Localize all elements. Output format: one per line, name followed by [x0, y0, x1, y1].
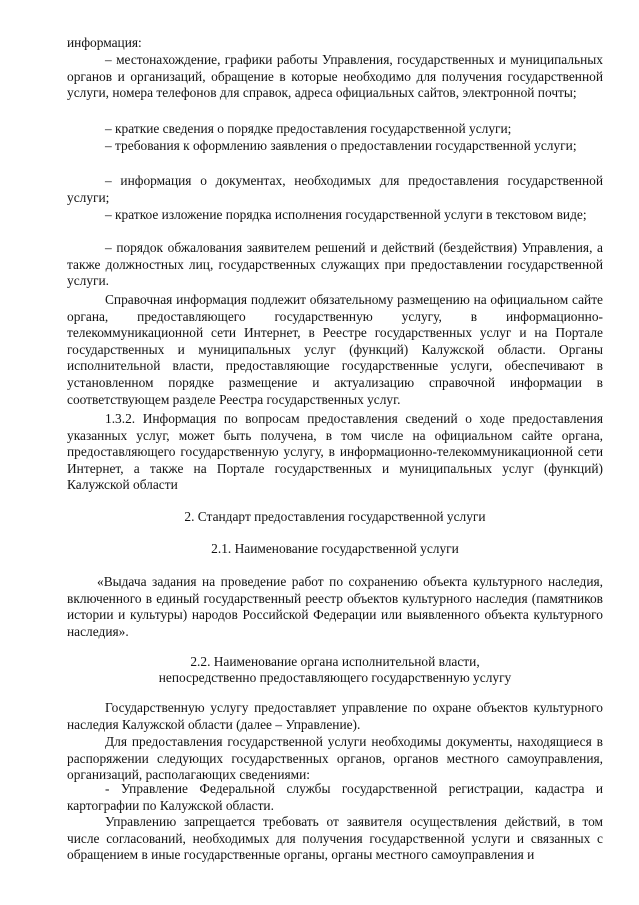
- list-item: – краткие сведения о порядке предоставления государственной услуги;: [105, 121, 512, 136]
- rosreestr-item: - Управление Федеральной службы государственной регистрации, кадастра и картографии по Калужской области.: [67, 781, 603, 813]
- list-item: – порядок обжалования заявителем решений и действий (бездействия) Управления, а также должностных лиц, государственных служащих при предоставлении государственной услуги.: [67, 240, 603, 289]
- section-2-2-heading-line2: непосредственно предоставляющего государственную услугу: [158, 670, 512, 685]
- list-item: – краткое изложение порядка исполнения государственной услуги в текстовом виде;: [105, 207, 587, 222]
- documents-paragraph: Для предоставления государственной услуги необходимы документы, находящиеся в распоряжении следующих государственных органов, органов местного самоуправления, организаций, располагающих сведениями:: [67, 734, 603, 783]
- list-item: – требования к оформлению заявления о предоставлении государственной услуги;: [105, 138, 577, 153]
- list-item: – информация о документах, необходимых для предоставления государственной услуги;: [67, 173, 603, 205]
- section-2-2-heading-line1: 2.2. Наименование органа исполнительной власти,: [190, 654, 480, 669]
- clause-1-3-2: 1.3.2. Информация по вопросам предоставления сведений о ходе предоставления указанных услуг, может быть получена, в том числе на официальном сайте органа, предоставляющего государственную услугу, в информационно-телекоммуникационной сети Интернет, а также на Портале государственных и муниципальных услуг (функций) Калужской области: [67, 411, 603, 493]
- section-2-heading: 2. Стандарт предоставления государственной услуги: [184, 509, 486, 524]
- service-name: «Выдача задания на проведение работ по сохранению объекта культурного наследия, включенного в единый государственный реестр объектов культурного наследия (памятников истории и культуры) народов Российской Федерации или выявленного объекта культурного наследия».: [67, 574, 603, 639]
- list-item: – местонахождение, графики работы Управления, государственных и муниципальных органов и организаций, обращение в которые необходимо для получения государственной услуги, номера телефонов для справок, адреса официальных сайтов, электронной почты;: [67, 52, 603, 101]
- section-2-1-heading: 2.1. Наименование государственной услуги: [211, 541, 459, 556]
- prohibition-paragraph: Управлению запрещается требовать от заявителя осуществления действий, в том числе согласований, необходимых для получения государственной услуги и связанных с обращением в иные государственные органы, органы местного самоуправления и: [67, 814, 603, 863]
- intro-line: информация:: [67, 35, 142, 50]
- reference-paragraph: Справочная информация подлежит обязательному размещению на официальном сайте органа, предоставляющего государственную услугу, в информационно-телекоммуникационной сети Интернет, в Реестре государственных услуг и на Портале государственных и муниципальных услуг (функций) Калужской области. Органы исполнительной власти, предоставляющие государственные услуги, обеспечивают в установленном порядке размещение и актуализацию справочной информации в соответствующем разделе Реестра государственных услуг.: [67, 292, 603, 407]
- provider-paragraph: Государственную услугу предоставляет управление по охране объектов культурного наследия Калужской области (далее – Управление).: [67, 700, 603, 732]
